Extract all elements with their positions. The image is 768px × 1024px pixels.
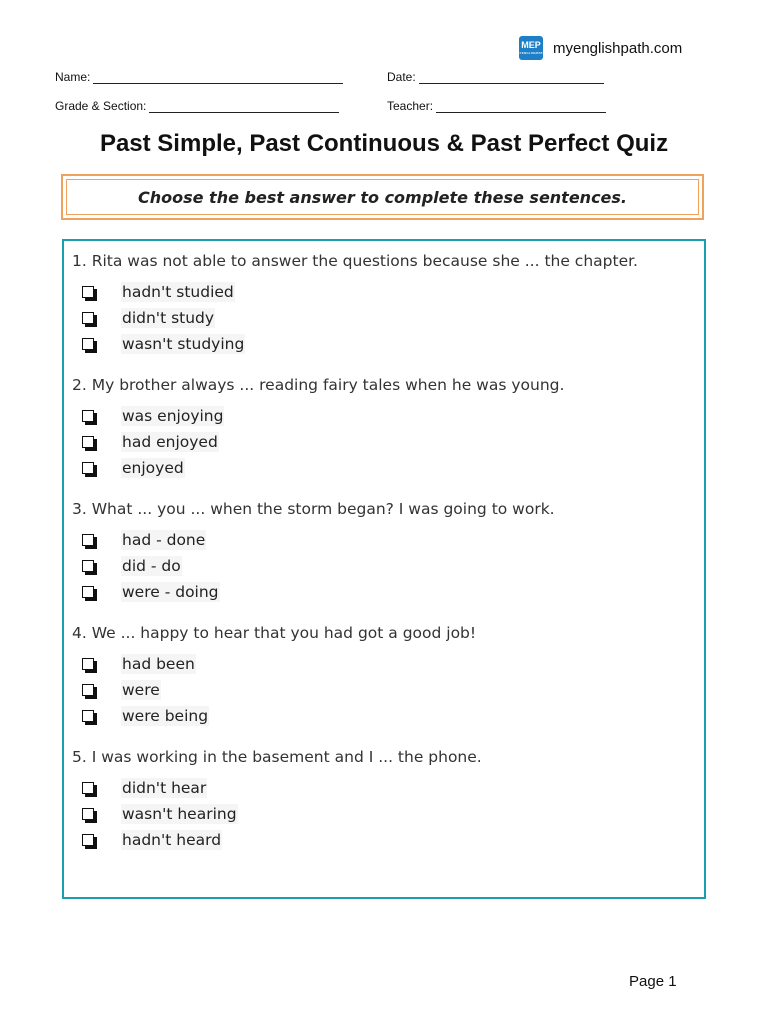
name-label: Name: <box>55 70 91 84</box>
question-5 <box>72 745 696 853</box>
checkbox-icon[interactable] <box>82 534 94 546</box>
option-label: hadn't heard <box>122 831 222 849</box>
option-label: were - doing <box>122 583 219 601</box>
question-text: 1. Rita was not able to answer the questions because she ... the chapter. <box>72 252 638 270</box>
question-text: 3. What ... you ... when the storm began? I was going to work. <box>72 500 555 518</box>
option[interactable] <box>72 331 696 357</box>
teacher-field <box>387 99 606 113</box>
page-number: Page 1 <box>629 973 677 990</box>
option[interactable] <box>72 455 696 481</box>
quiz-box <box>62 239 706 899</box>
option-label: didn't hear <box>122 779 207 797</box>
teacher-label: Teacher: <box>387 99 434 113</box>
checkbox-icon[interactable] <box>82 658 94 670</box>
option[interactable] <box>72 527 696 553</box>
date-field <box>387 70 604 84</box>
checkbox-icon[interactable] <box>82 782 94 794</box>
name-line <box>93 71 343 84</box>
brand-logo-text: MEP <box>521 40 541 50</box>
checkbox-icon[interactable] <box>82 834 94 846</box>
option-label: hadn't studied <box>122 283 234 301</box>
checkbox-icon[interactable] <box>82 436 94 448</box>
date-label: Date: <box>387 70 416 84</box>
checkbox-icon[interactable] <box>82 286 94 298</box>
option[interactable] <box>72 429 696 455</box>
checkbox-icon[interactable] <box>82 684 94 696</box>
question-4 <box>72 621 696 729</box>
option[interactable] <box>72 553 696 579</box>
option-label: enjoyed <box>122 459 184 477</box>
option[interactable] <box>72 305 696 331</box>
brand-logo-subtext: MYENGLISHPATH <box>516 51 546 55</box>
date-line <box>419 71 604 84</box>
option-label: had been <box>122 655 195 673</box>
checkbox-icon[interactable] <box>82 338 94 350</box>
option-label: didn't study <box>122 309 215 327</box>
option-label: had - done <box>122 531 206 549</box>
name-field <box>55 70 343 84</box>
question-text: 5. I was working in the basement and I ... the phone. <box>72 748 482 766</box>
instructions-box <box>61 174 704 220</box>
option-label: had enjoyed <box>122 433 218 451</box>
option-label: were being <box>122 707 209 725</box>
brand-name: myenglishpath.com <box>553 39 683 57</box>
option[interactable] <box>72 801 696 827</box>
grade-section-field <box>55 99 339 113</box>
page-title: Past Simple, Past Continuous & Past Perfect Quiz <box>99 130 669 157</box>
brand-header <box>516 36 683 60</box>
option-label: did - do <box>122 557 181 575</box>
option[interactable] <box>72 677 696 703</box>
grade-section-label: Grade & Section: <box>55 99 147 113</box>
checkbox-icon[interactable] <box>82 560 94 572</box>
checkbox-icon[interactable] <box>82 710 94 722</box>
question-text: 4. We ... happy to hear that you had got a good job! <box>72 624 477 642</box>
grade-section-line <box>149 100 339 113</box>
option-label: wasn't studying <box>122 335 245 353</box>
option[interactable] <box>72 703 696 729</box>
question-3 <box>72 497 696 605</box>
brand-logo <box>516 36 546 60</box>
question-text: 2. My brother always ... reading fairy tales when he was young. <box>72 376 565 394</box>
option[interactable] <box>72 579 696 605</box>
option[interactable] <box>72 775 696 801</box>
question-1 <box>72 249 696 357</box>
checkbox-icon[interactable] <box>82 312 94 324</box>
option[interactable] <box>72 651 696 677</box>
checkbox-icon[interactable] <box>82 410 94 422</box>
option-label: wasn't hearing <box>122 805 237 823</box>
option-label: were <box>122 681 160 699</box>
teacher-line <box>436 100 606 113</box>
option[interactable] <box>72 403 696 429</box>
instructions-text: Choose the best answer to complete these sentences. <box>137 187 628 207</box>
option[interactable] <box>72 279 696 305</box>
checkbox-icon[interactable] <box>82 586 94 598</box>
option[interactable] <box>72 827 696 853</box>
question-2 <box>72 373 696 481</box>
checkbox-icon[interactable] <box>82 462 94 474</box>
checkbox-icon[interactable] <box>82 808 94 820</box>
option-label: was enjoying <box>122 407 224 425</box>
